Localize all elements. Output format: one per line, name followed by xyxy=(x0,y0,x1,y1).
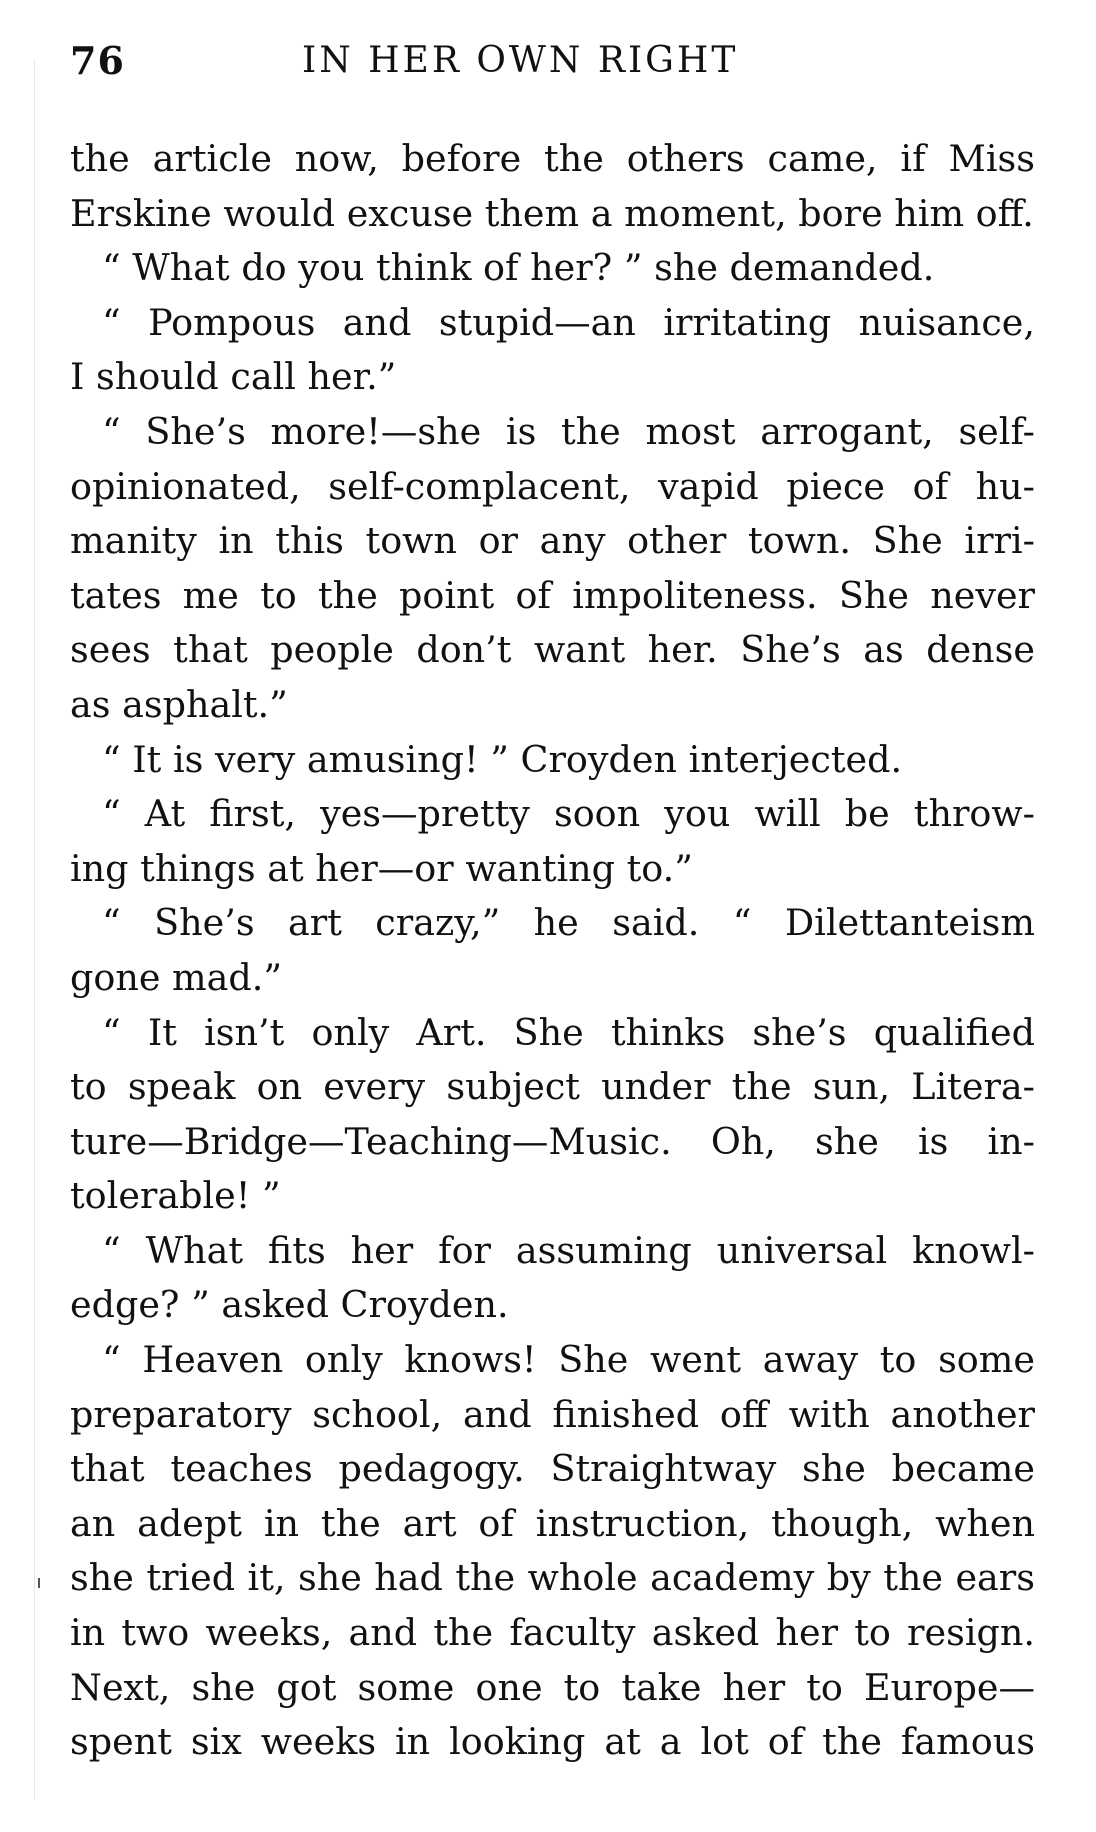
text-line: edge? ” asked Croyden. xyxy=(70,1283,509,1327)
text-line: tates me to the point of impoliteness. She never xyxy=(70,573,1035,617)
page-number: 76 xyxy=(70,38,125,83)
text-line: “ Heaven only knows! She went away to some xyxy=(102,1338,1035,1382)
body-text xyxy=(70,132,1035,1770)
text-line: preparatory school, and finished off with another xyxy=(70,1392,1035,1436)
text-line: the article now, before the others came, if Miss xyxy=(70,137,1035,180)
text-line: “ Pompous and stupid—an irritating nuisance, xyxy=(102,300,1035,344)
ink-speck xyxy=(38,1578,40,1588)
text-line: that teaches pedagogy. Straightway she became xyxy=(70,1447,1035,1491)
text-line: “ What fits her for assuming universal knowl- xyxy=(102,1228,1035,1272)
text-line: “ At first, yes—pretty soon you will be throw- xyxy=(102,792,1035,836)
text-line: spent six weeks in looking at a lot of the famous xyxy=(70,1720,1035,1764)
text-line: “ It isn’t only Art. She thinks she’s qualified xyxy=(102,1010,1035,1054)
text-line: manity in this town or any other town. She irri- xyxy=(70,519,1035,563)
text-line: “ She’s more!—she is the most arrogant, self- xyxy=(102,409,1035,453)
text-line: sees that people don’t want her. She’s as dense xyxy=(70,628,1035,672)
page-edge-rule xyxy=(34,60,35,1800)
text-line: ture—Bridge—Teaching—Music. Oh, she is in- xyxy=(70,1119,1035,1163)
text-line: “ What do you think of her? ” she demanded. xyxy=(102,246,935,290)
text-line: “ It is very amusing! ” Croyden interjected. xyxy=(102,737,903,781)
running-head: IN HER OWN RIGHT xyxy=(302,40,739,81)
text-line: Erskine would excuse them a moment, bore him off. xyxy=(70,191,1034,235)
text-line: Next, she got some one to take her to Europe— xyxy=(70,1665,1035,1709)
text-line: in two weeks, and the faculty asked her to resign. xyxy=(70,1611,1035,1655)
text-line: tolerable! ” xyxy=(70,1174,281,1218)
page-header xyxy=(70,38,1035,98)
text-line: opinionated, self-complacent, vapid piece of hu- xyxy=(70,464,1035,508)
text-line: I should call her.” xyxy=(70,355,397,399)
text-line: to speak on every subject under the sun, Litera- xyxy=(70,1065,1035,1109)
text-line: an adept in the art of instruction, though, when xyxy=(70,1501,1035,1545)
text-line: she tried it, she had the whole academy by the ears xyxy=(70,1556,1035,1600)
text-line: as asphalt.” xyxy=(70,682,288,726)
text-line: “ She’s art crazy,” he said. “ Dilettanteism xyxy=(102,901,1035,945)
text-line: ing things at her—or wanting to.” xyxy=(70,846,693,890)
text-line: gone mad.” xyxy=(70,955,283,999)
